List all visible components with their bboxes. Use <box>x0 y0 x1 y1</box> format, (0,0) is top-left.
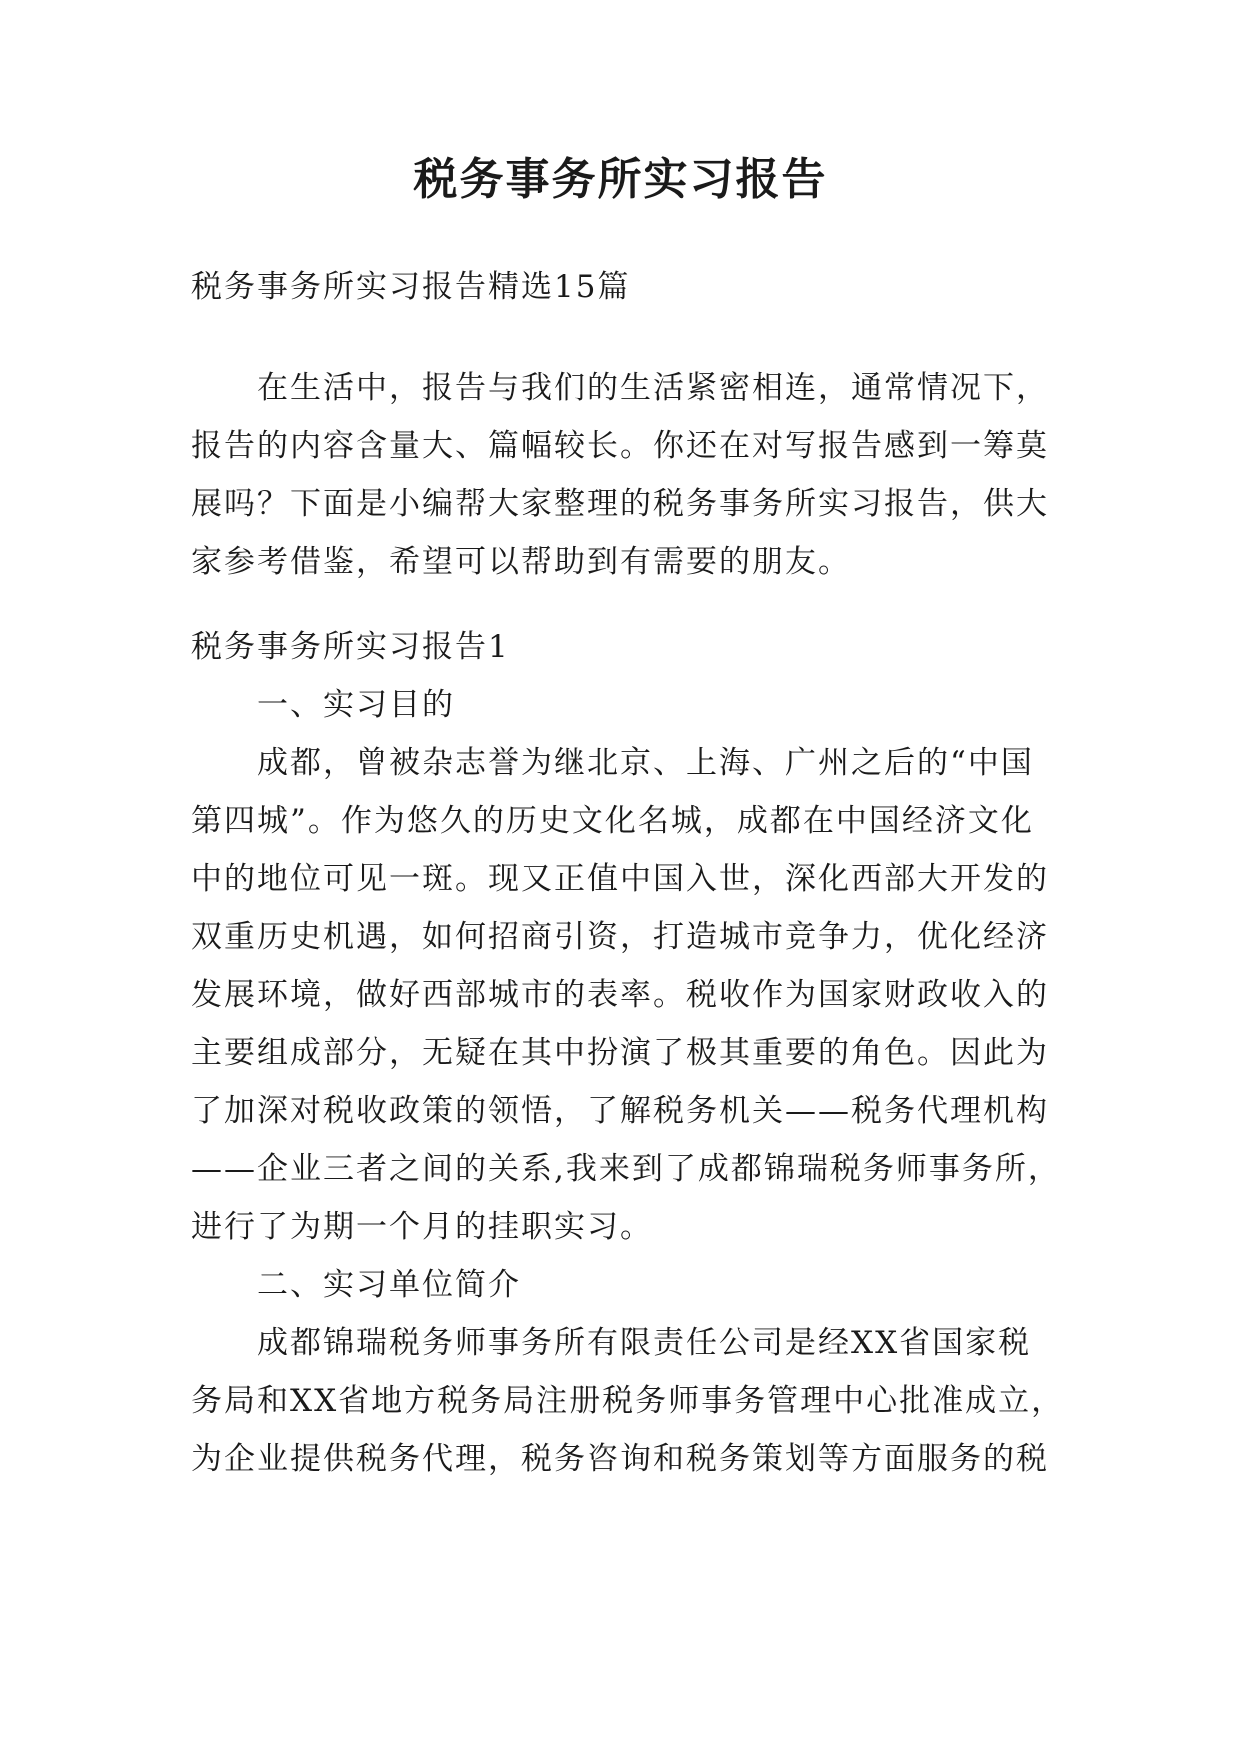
section1-line: 发展环境，做好西部城市的表率。税收作为国家财政收入的 <box>191 977 1049 1013</box>
section1-line: 进行了为期一个月的挂职实习。 <box>191 1209 653 1245</box>
section1-line: 成都，曾被杂志誉为继北京、上海、广州之后的“中国 <box>257 745 1034 781</box>
subtitle-text: 税务事务所实习报告精选15篇 <box>191 269 631 305</box>
section2-line: 成都锦瑞税务师事务所有限责任公司是经XX省国家税 <box>257 1325 1032 1361</box>
section-heading: 税务事务所实习报告1 <box>191 629 510 665</box>
section1-line: 了加深对税收政策的领悟，了解税务机关——税务代理机构 <box>191 1093 1049 1129</box>
section1-line: ——企业三者之间的关系,我来到了成都锦瑞税务师事务所， <box>191 1151 1061 1187</box>
intro-line: 在生活中，报告与我们的生活紧密相连，通常情况下， <box>257 370 1049 406</box>
intro-line: 报告的内容含量大、篇幅较长。你还在对写报告感到一筹莫 <box>191 428 1049 464</box>
section1-line: 双重历史机遇，如何招商引资，打造城市竞争力，优化经济 <box>191 919 1049 955</box>
section-block <box>191 618 1071 1488</box>
section2-line: 为企业提供税务代理，税务咨询和税务策划等方面服务的税 <box>191 1441 1049 1477</box>
subheading-purpose: 一、实习目的 <box>257 687 455 723</box>
intro-line: 家参考借鉴，希望可以帮助到有需要的朋友。 <box>191 544 851 580</box>
document-subtitle <box>191 258 1071 316</box>
intro-paragraph <box>191 359 1071 591</box>
section1-line: 中的地位可见一斑。现又正值中国入世，深化西部大开发的 <box>191 861 1049 897</box>
section1-line: 主要组成部分，无疑在其中扮演了极其重要的角色。因此为 <box>191 1035 1049 1071</box>
section1-line: 第四城”。作为悠久的历史文化名城，成都在中国经济文化 <box>191 803 1034 839</box>
section2-line: 务局和XX省地方税务局注册税务师事务管理中心批准成立， <box>191 1383 1065 1419</box>
intro-line: 展吗？下面是小编帮大家整理的税务事务所实习报告，供大 <box>191 486 1049 522</box>
document-title: 税务事务所实习报告 <box>413 154 828 205</box>
subheading-company: 二、实习单位简介 <box>257 1267 521 1303</box>
